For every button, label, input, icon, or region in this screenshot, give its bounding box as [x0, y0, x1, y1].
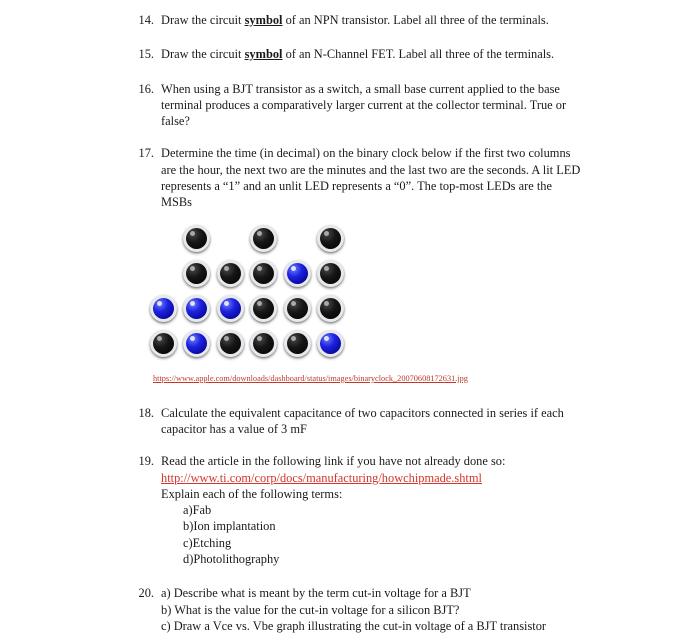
led-r2-c3-off: [217, 260, 244, 287]
question-15-text-before: Draw the circuit: [161, 47, 245, 62]
led-bulb: [320, 228, 341, 249]
led-highlight: [291, 336, 296, 341]
subitem-a-label: a): [183, 503, 193, 518]
question-18: [0, 405, 700, 438]
led-r4-c5-off: [284, 330, 311, 357]
binary-clock-source-link[interactable]: https://www.apple.com/downloads/dashboard/status/images/binaryclock_20070608172631.jpg: [153, 373, 468, 383]
question-16-text: When using a BJT transistor as a switch, a small base current applied to the base terminal produces a comparatively larger current at the collector terminal. True or false?: [161, 81, 567, 129]
subitem-c-text: Etching: [192, 535, 232, 550]
led-r3-c3-on: [217, 295, 244, 322]
led-bulb: [287, 333, 308, 354]
question-17: [0, 145, 700, 210]
question-14-text-before: Draw the circuit: [161, 13, 245, 27]
led-highlight: [190, 231, 195, 236]
led-bulb: [186, 228, 207, 249]
question-14-emphasis: symbol: [244, 13, 283, 27]
question-20: [0, 585, 700, 634]
led-bulb: [320, 263, 341, 284]
subitem-b-text: Ion implantation: [193, 519, 276, 534]
led-highlight: [224, 336, 229, 341]
led-highlight: [190, 266, 195, 271]
question-16-number: 16.: [138, 81, 154, 96]
led-highlight: [324, 266, 329, 271]
question-19-subitem-list: [161, 502, 582, 567]
question-14: [0, 12, 700, 28]
led-bulb: [220, 333, 241, 354]
led-bulb: [253, 228, 274, 249]
question-15: [0, 46, 700, 62]
led-bulb: [186, 298, 207, 319]
question-14-number: 14.: [138, 13, 154, 27]
led-bulb: [253, 298, 274, 319]
led-highlight: [224, 301, 229, 306]
led-highlight: [257, 231, 262, 236]
question-17-number: 17.: [138, 146, 154, 161]
led-r3-c6-off: [317, 295, 344, 322]
led-r4-c6-on: [317, 330, 344, 357]
led-r1-c2-off: [183, 225, 210, 252]
led-bulb: [253, 263, 274, 284]
led-highlight: [157, 301, 162, 306]
list-item: [161, 502, 582, 518]
question-18-text: Calculate the equivalent capacitance of two capacitors connected in series if each capacitor has a value of 3 mF: [161, 405, 564, 436]
led-r4-c3-off: [217, 330, 244, 357]
subitem-a-text: Fab: [192, 503, 212, 518]
question-14-text: [161, 12, 582, 28]
question-19-number: 19.: [138, 454, 154, 469]
led-r4-c2-on: [183, 330, 210, 357]
subitem-d-label: d): [183, 552, 194, 567]
led-highlight: [291, 266, 296, 271]
subitem-c-label: c): [183, 535, 193, 550]
led-bulb: [220, 263, 241, 284]
question-19-body: [161, 453, 582, 567]
led-highlight: [324, 336, 329, 341]
question-19-instruction: Explain each of the following terms:: [161, 486, 343, 501]
led-r2-c6-off: [317, 260, 344, 287]
list-item: [161, 551, 582, 567]
led-highlight: [324, 231, 329, 236]
list-item: [161, 518, 582, 534]
question-19: [0, 453, 700, 567]
question-17-text: Determine the time (in decimal) on the binary clock below if the first two columns are the hour, the next two are the minutes and the last two are the seconds. A lit LED represents a “1” and an unlit LED represents a “0”. The top-most LEDs are the MSBs: [161, 146, 581, 210]
question-14-text-after: of an NPN transistor. Label all three of the terminals.: [282, 13, 549, 27]
binary-clock-led-grid: [150, 225, 360, 373]
led-bulb: [320, 298, 341, 319]
list-item: [161, 535, 582, 551]
question-20-body: [161, 585, 582, 634]
question-15-text: [161, 46, 582, 62]
led-bulb: [153, 333, 174, 354]
led-highlight: [224, 266, 229, 271]
led-highlight: [257, 336, 262, 341]
question-19-text: Read the article in the following link if you have not already done so:: [161, 454, 506, 469]
led-highlight: [190, 301, 195, 306]
led-bulb: [287, 263, 308, 284]
led-bulb: [287, 298, 308, 319]
led-r2-c5-on: [284, 260, 311, 287]
subitem-d-text: Photolithography: [193, 552, 280, 567]
led-r1-c6-off: [317, 225, 344, 252]
led-r1-c4-off: [250, 225, 277, 252]
led-r4-c1-off: [150, 330, 177, 357]
question-15-emphasis: symbol: [244, 47, 283, 62]
led-r2-c4-off: [250, 260, 277, 287]
question-20-line-b: b) What is the value for the cut-in voltage for a silicon BJT?: [161, 602, 460, 617]
led-bulb: [320, 333, 341, 354]
led-bulb: [253, 333, 274, 354]
led-bulb: [186, 263, 207, 284]
led-r3-c5-off: [284, 295, 311, 322]
led-bulb: [186, 333, 207, 354]
question-18-number: 18.: [138, 405, 154, 420]
led-bulb: [153, 298, 174, 319]
question-15-text-after: of an N-Channel FET. Label all three of the terminals.: [282, 47, 555, 62]
question-20-number: 20.: [138, 586, 154, 601]
led-r3-c1-on: [150, 295, 177, 322]
question-15-number: 15.: [138, 47, 154, 62]
led-highlight: [257, 266, 262, 271]
led-r3-c4-off: [250, 295, 277, 322]
led-highlight: [157, 336, 162, 341]
led-highlight: [291, 301, 296, 306]
led-highlight: [324, 301, 329, 306]
ti-article-link[interactable]: http://www.ti.com/corp/docs/manufacturing/howchipmade.shtml: [161, 470, 482, 485]
led-highlight: [257, 301, 262, 306]
led-r3-c2-on: [183, 295, 210, 322]
question-20-line-a: a) Describe what is meant by the term cut-in voltage for a BJT: [161, 586, 471, 601]
question-16: [0, 81, 700, 130]
led-highlight: [190, 336, 195, 341]
led-r2-c2-off: [183, 260, 210, 287]
binary-clock-figure: [0, 225, 700, 373]
question-20-line-c: c) Draw a Vce vs. Vbe graph illustrating the cut-in voltage of a BJT transistor: [161, 618, 547, 633]
subitem-b-label: b): [183, 519, 194, 534]
led-bulb: [220, 298, 241, 319]
led-r4-c4-off: [250, 330, 277, 357]
